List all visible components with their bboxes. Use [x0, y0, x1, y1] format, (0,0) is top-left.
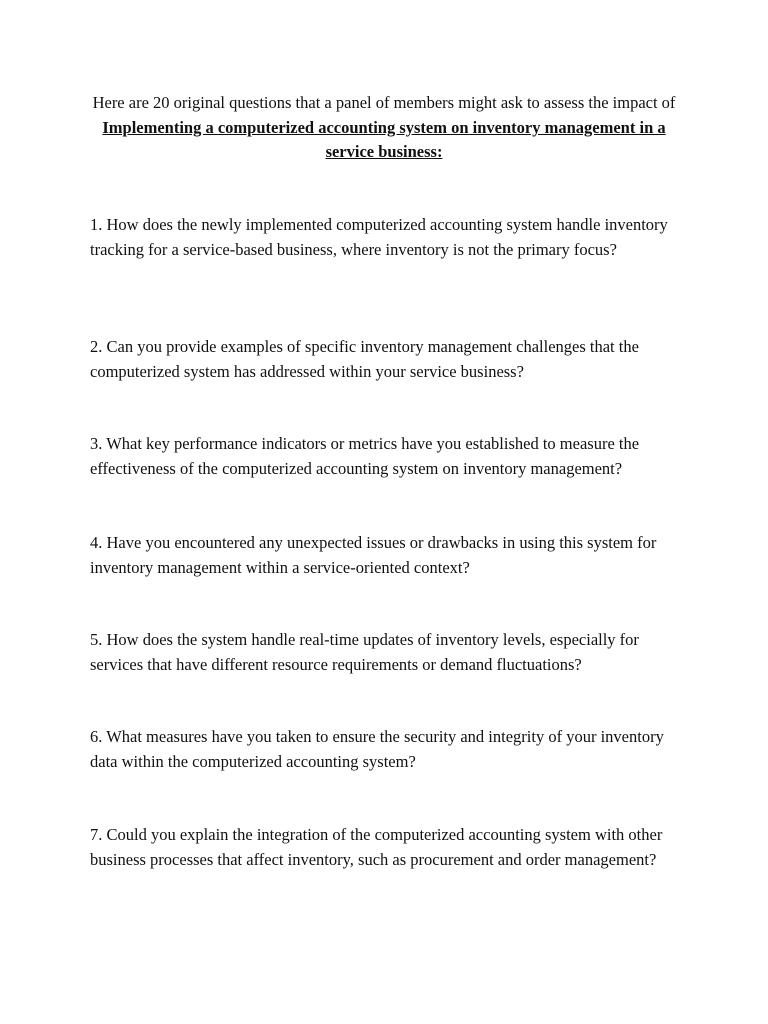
question-item: 3. What key performance indicators or metrics have you established to measure the effectiveness of the computerized accounting system on inventory management? — [90, 434, 640, 478]
question-item: 4. Have you encountered any unexpected issues or drawbacks in using this system for inventory management within a service-oriented context? — [90, 533, 657, 577]
question-item: 1. How does the newly implemented computerized accounting system handle inventory tracking for a service-based business, where inventory is not the primary focus? — [90, 215, 668, 259]
question-item: 2. Can you provide examples of specific inventory management challenges that the computerized system has addressed within your service business? — [90, 337, 639, 381]
intro-paragraph — [90, 91, 678, 165]
intro-lead-text: Here are 20 original questions that a panel of members might ask to assess the impact of — [92, 93, 676, 112]
question-item: 5. How does the system handle real-time updates of inventory levels, especially for services that have different resource requirements or demand fluctuations? — [90, 630, 639, 674]
document-title: Implementing a computerized accounting system on inventory management in a service business: — [102, 117, 666, 161]
question-item: 6. What measures have you taken to ensure the security and integrity of your inventory data within the computerized accounting system? — [90, 727, 664, 771]
question-item: 7. Could you explain the integration of the computerized accounting system with other business processes that affect inventory, such as procurement and order management? — [90, 825, 663, 869]
